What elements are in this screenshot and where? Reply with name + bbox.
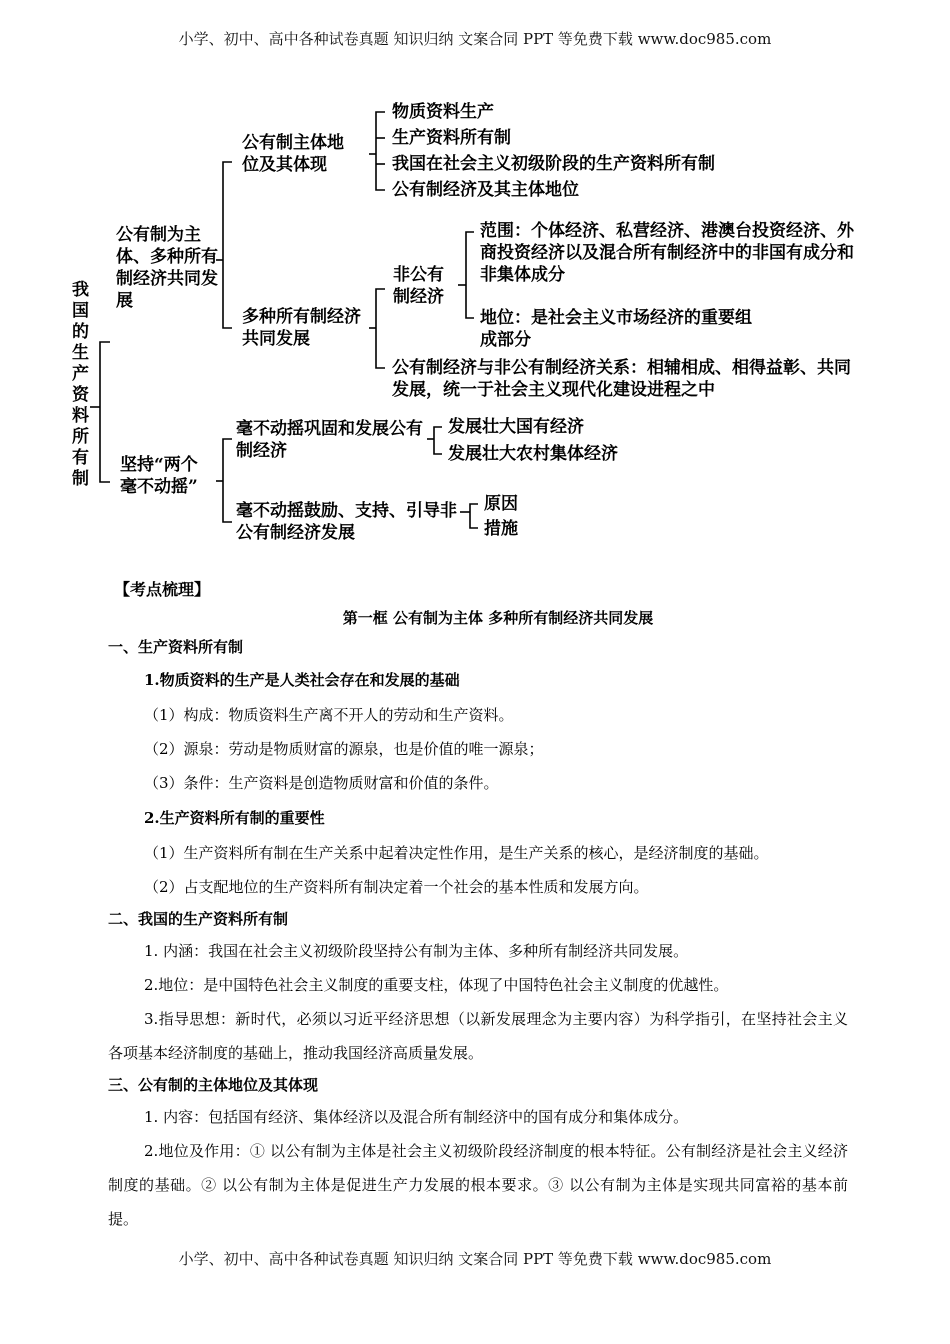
paragraph: 2.地位：是中国特色社会主义制度的重要支柱，体现了中国特色社会主义制度的优越性。 [144,976,729,994]
document-body [108,576,848,1236]
section-heading: 二、我国的生产资料所有制 [108,910,289,928]
mind-map-diagram [60,92,880,564]
sub-encourage-nonpublic: 毫不动摇鼓励、支持、引导非公有制经济发展 [236,501,457,543]
sub-consolidate-public: 毫不动摇巩固和发展公有制经济 [236,419,423,461]
page-footer: 小学、初中、高中各种试卷真题 知识归纳 文案合同 PPT 等免费下载 www.doc985.com [178,1250,772,1268]
paragraph: 1. 内容：包括国有经济、集体经济以及混合所有制经济中的国有成分和集体成分。 [144,1108,689,1126]
diagram-root: 我国的生产资料所有制 [72,280,89,489]
paragraph: 3.指导思想：新时代，必须以习近平经济思想（以新发展理念为主要内容）为科学指引，在坚持社会主义各项基本经济制度的基础上，推动我国经济高质量发展。 [108,1010,848,1062]
leaf-state-economy: 发展壮大国有经济 [448,417,584,437]
paragraph: （2）占支配地位的生产资料所有制决定着一个社会的基本性质和发展方向。 [144,878,649,896]
paragraph: （2）源泉：劳动是物质财富的源泉，也是价值的唯一源泉； [144,740,544,758]
leaf-china-ownership: 我国在社会主义初级阶段的生产资料所有制 [392,154,715,174]
paragraph: （1）生产资料所有制在生产关系中起着决定性作用，是生产关系的核心，是经济制度的基础。 [144,844,769,862]
paragraph: 1. 内涵：我国在社会主义初级阶段坚持公有制为主体、多种所有制经济共同发展。 [144,942,689,960]
branch-two-unwavering: 坚持“两个毫不动摇” [120,455,198,497]
paragraph: （3）条件：生产资料是创造物质财富和价值的条件。 [144,774,499,792]
section-heading: 一、生产资料所有制 [108,638,244,656]
sub-public-dominance: 公有制主体地位及其体现 [242,133,344,175]
paragraph: 2.地位及作用：① 以公有制为主体是社会主义初级阶段经济制度的根本特征。公有制经济是社会主义经济制度的基础。② 以公有制为主体是促进生产力发展的根本要求。③ 以公有制为主体是实现共同富裕的基本前提。 [108,1142,848,1228]
leaf-means-ownership: 生产资料所有制 [392,128,511,148]
subsection-heading: 2.生产资料所有制的重要性 [144,809,325,827]
sub-multiple-ownership: 多种所有制经济共同发展 [242,307,361,349]
leaf-nonpublic-scope: 范围：个体经济、私营经济、港澳台投资经济、外商投资经济以及混合所有制经济中的非国有成分和非集体成分 [480,221,854,285]
leaf-reason: 原因 [484,494,518,514]
exam-points-tag: 【考点梳理】 [114,580,211,599]
leaf-measures: 措施 [484,519,518,539]
leaf-collective-economy: 发展壮大农村集体经济 [448,444,618,464]
section-heading: 三、公有制的主体地位及其体现 [108,1076,319,1094]
page-header: 小学、初中、高中各种试卷真题 知识归纳 文案合同 PPT 等免费下载 www.doc985.com [178,30,772,48]
leaf-relation: 公有制经济与非公有制经济关系：相辅相成、相得益彰、共同发展，统一于社会主义现代化建设进程之中 [392,358,851,400]
leaf-public-economy-status: 公有制经济及其主体地位 [392,180,579,200]
node-nonpublic-economy: 非公有制经济 [393,265,444,307]
paragraph: （1）构成：物质资料生产离不开人的劳动和生产资料。 [144,706,514,724]
leaf-material-production: 物质资料生产 [392,102,494,122]
leaf-nonpublic-status: 地位：是社会主义市场经济的重要组成部分 [480,308,752,350]
frame-title: 第一框 公有制为主体 多种所有制经济共同发展 [342,609,654,627]
branch-public-ownership-main: 公有制为主体、多种所有制经济共同发展 [116,225,218,311]
subsection-heading: 1.物质资料的生产是人类社会存在和发展的基础 [144,671,460,689]
